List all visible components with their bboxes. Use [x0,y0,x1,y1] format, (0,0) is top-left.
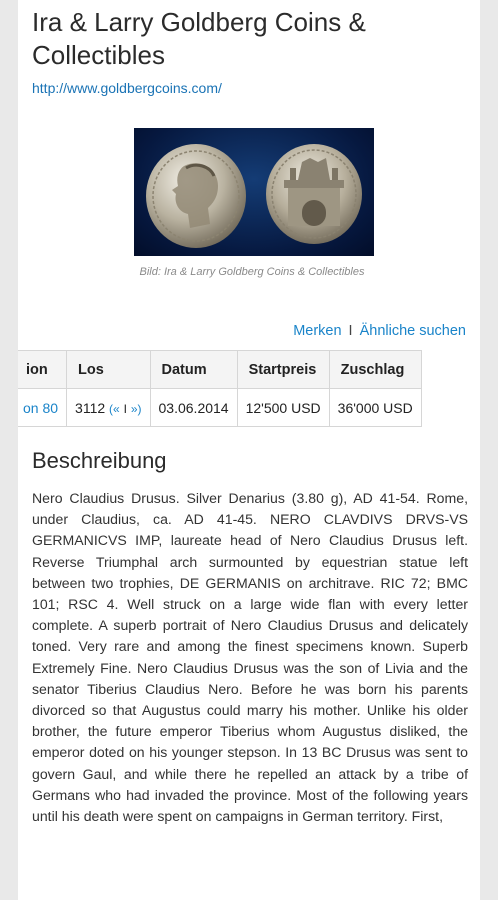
column-header-lot: Los [67,351,150,389]
column-header-hammer-price: Zuschlag [329,351,421,389]
image-caption: Bild: Ira & Larry Goldberg Coins & Collectibles [139,266,365,278]
action-links [32,323,466,339]
auction-link[interactable]: on 80 [18,389,67,427]
previous-lot-link[interactable]: (« [109,401,120,416]
portrait-coin [146,144,246,248]
date-cell: 03.06.2014 [150,389,237,427]
next-lot-link[interactable]: ») [130,401,142,416]
start-price-cell: 12'500 USD [237,389,329,427]
description-text: Nero Claudius Drusus. Silver Denarius (3.80 g), AD 41-54. Rome, under Claudius, ca. AD 41-45. NERO CLAVDIVS DRVS-VS GERMANICVS IMP, laureate head of Nero Claudius Drusus left. Reverse Triumphal arch surmounted by equestrian statue left between two trophies, DE GERMANIS on architrave. RIC 72; BMC 101; RSC 4. Well struck on a large wide flan with every letter complete. A superb portrait of Nero Claudius Drusus and delicately toned. Very rare and among the finest specimens known. Superb Extremely Fine. Nero Claudius Drusus was the son of Livia and the senator Tiberius Claudius Nero. Before he was born his parents divorced so that Augustus could marry his mother. Unlike his older brother, the future emperor Tiberius whom Augustus disliked, the emperor doted on his younger stepson. In 13 BC Drusus was sent to govern Gaul, and while there he repelled an attack by a tribe of Germans who had invaded the province. Most of the following years until his death were spent on campaigns in German territory. First, [32,490,468,825]
column-header-date: Datum [150,351,237,389]
page-title: Ira & Larry Goldberg Coins & Collectibles [32,7,366,70]
lot-cell [67,389,150,427]
lot-nav-separator: I [123,401,127,416]
action-separator: I [348,323,353,339]
auction-table [18,350,422,427]
lot-number: 3112 [75,399,106,416]
table-row [18,389,421,427]
content [23,0,472,825]
coin-photo [134,128,374,256]
website-link[interactable]: http://www.goldbergcoins.com/ [32,80,222,96]
bookmark-link[interactable]: Merken [293,323,342,339]
arch-coin [266,144,362,244]
hammer-price-cell: 36'000 USD [329,389,421,427]
page [18,0,480,900]
coin-image[interactable] [134,128,374,256]
description-heading: Beschreibung [32,448,167,473]
auction-table-container[interactable] [18,350,480,427]
table-header-row [18,351,421,389]
column-header-start-price: Startpreis [237,351,329,389]
column-header-auction: ion [18,351,67,389]
similar-search-link[interactable]: Ähnliche suchen [359,323,466,339]
